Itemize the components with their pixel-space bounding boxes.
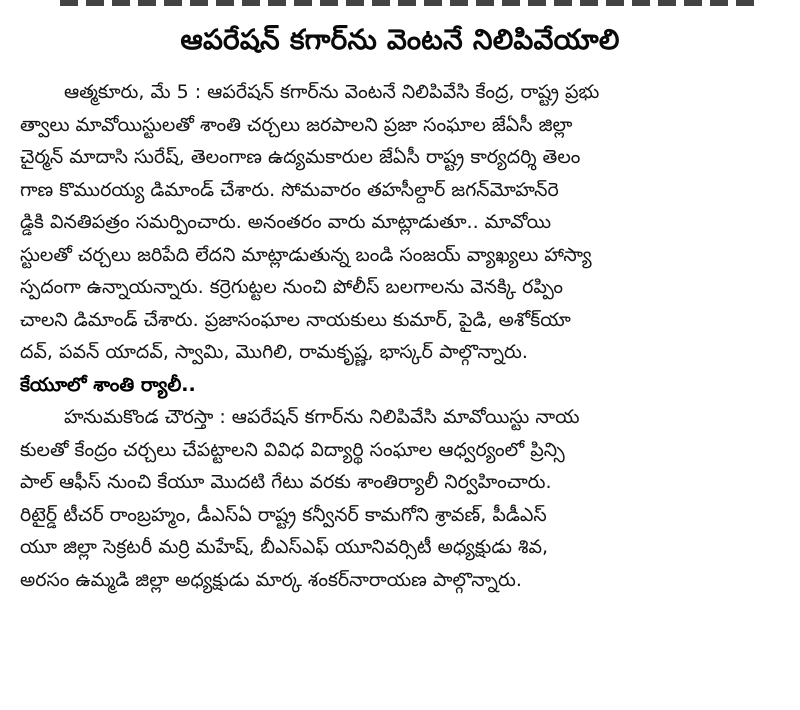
headline: ఆపరేషన్ కగార్‌ను వెంటనే నిలిపివేయాలి [180, 23, 620, 56]
paragraph-line: గాణ కొమురయ్య డిమాండ్ చేశారు. సోమవారం తహసీల్దార్ జగన్‌మోహన్‌రె [20, 178, 559, 201]
paragraph-line: రిటైర్డ్ టీచర్ రాంబ్రహ్మం, డీఎస్‌ఏ రాష్ట్ర కన్వీనర్ కామగోని శ్రావణ్, పీడీఎస్ [20, 503, 547, 526]
paragraph-line: స్టులతో చర్చలు జరిపేది లేదని మాట్లాడుతున్న బండి సంజయ్ వ్యాఖ్యలు హాస్యా [20, 243, 592, 266]
paragraph-line: దవ్, పవన్ యాదవ్, స్వామి, మొగిలి, రామకృష్ణ, భాస్కర్ పాల్గొన్నారు. [20, 341, 528, 363]
clipped-top-text-fragment [60, 0, 760, 10]
paragraph-line: త్వాలు మావోయిస్టులతో శాంతి చర్చలు జరపాలని ప్రజా సంఘాల జేఏసీ జిల్లా [20, 113, 573, 136]
paragraph-line: స్పదంగా ఉన్నాయన్నారు. కర్రెగుట్టల నుంచి పోలీస్ బలగాలను వెనక్కి రప్పిం [20, 276, 563, 298]
paragraph-line: పాల్ ఆఫీస్ నుంచి కేయూ మొదటి గేటు వరకు శాంతిర్యాలీ నిర్వహించారు. [20, 471, 552, 493]
subheading: కేయూలో శాంతి ర్యాలీ.. [20, 373, 196, 396]
paragraph-line: చాలని డిమాండ్ చేశారు. ప్రజాసంఘాల నాయకులు కుమార్, పైడి, అశోక్‌యా [20, 308, 571, 331]
paragraph-line: డ్డికి వినతిపత్రం సమర్పించారు. అనంతరం వారు మాట్లాడుతూ.. మావోయి [20, 211, 552, 233]
article-body [20, 76, 780, 596]
paragraph-line: కులతో కేంద్రం చర్చలు చేపట్టాలని వివిధ విద్యార్థి సంఘాల ఆధ్వర్యంలో ప్రిన్సి [20, 438, 565, 461]
paragraph-line: హనుమకొండ చౌరస్తా : ఆపరేషన్ కగార్‌ను నిలిపివేసి మావోయిస్టు నాయ [64, 406, 580, 428]
paragraph-line: ఆత్మకూరు, మే 5 : ఆపరేషన్ కగార్‌ను వెంటనే నిలిపివేసి కేంద్ర, రాష్ట్ర ప్రభు [64, 81, 600, 103]
paragraph-line: చైర్మన్ మాదాసి సురేష్, తెలంగాణ ఉద్యమకారుల జేఏసీ రాష్ట్ర కార్యదర్శి తెలం [20, 146, 581, 168]
paragraph-line: అరసం ఉమ్మడి జిల్లా అధ్యక్షుడు మార్క శంకర్‌నారాయణ పాల్గొన్నారు. [20, 568, 522, 591]
paragraph-line: యూ జిల్లా సెక్రటరీ మర్రి మహేష్, బీఎస్ఎఫ్ యూనివర్సిటీ అధ్యక్షుడు శివ, [20, 536, 548, 558]
